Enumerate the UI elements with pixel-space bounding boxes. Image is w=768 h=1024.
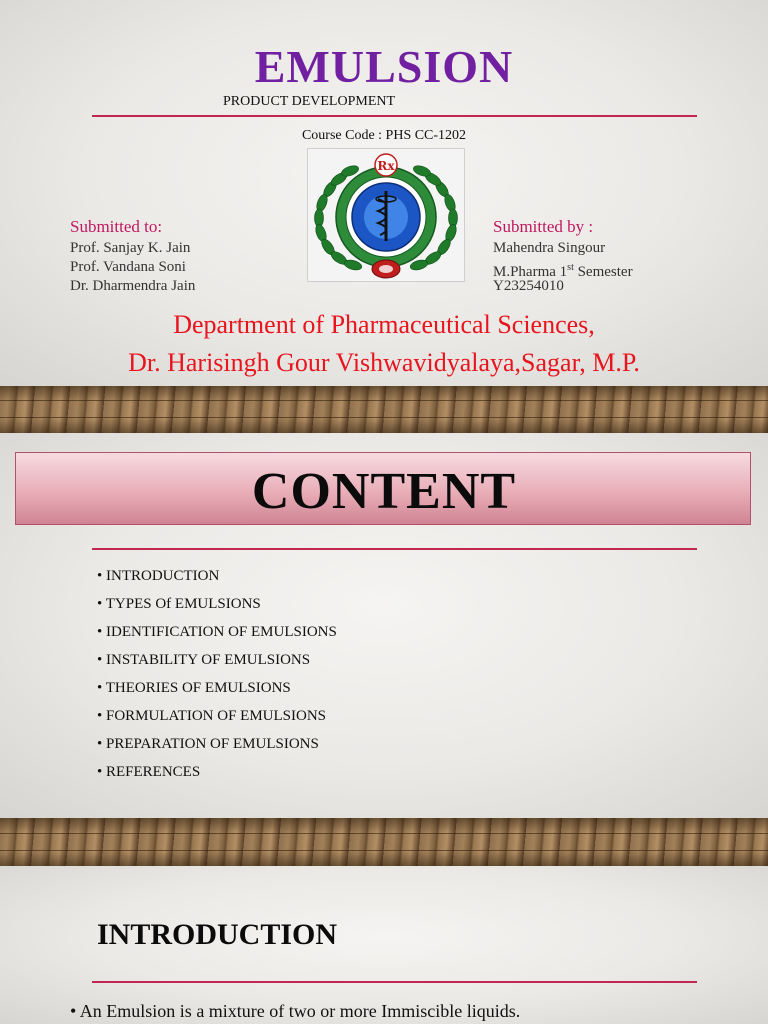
wood-floor-divider	[0, 818, 768, 866]
title-divider	[92, 115, 697, 117]
list-item: • INSTABILITY OF EMULSIONS	[97, 652, 311, 668]
rx-symbol: Rx	[377, 159, 395, 173]
course-code: Course Code : PHS CC-1202	[301, 128, 467, 143]
list-item: • INTRODUCTION	[97, 568, 220, 584]
list-item: • PREPARATION OF EMULSIONS	[97, 736, 319, 752]
content-divider	[92, 548, 697, 550]
student-name: Mahendra Singour	[493, 240, 606, 256]
submitted-by-heading: Submitted by :	[493, 217, 594, 236]
slide-title-heading: EMULSION	[254, 41, 514, 92]
department-line-2: Dr. Harisingh Gour Vishwavidyalaya,Sagar, M.P.	[128, 348, 640, 377]
introduction-bullet: • An Emulsion is a mixture of two or more Immiscible liquids.	[70, 1001, 521, 1021]
wood-floor-divider	[0, 386, 768, 433]
laurel-emblem-icon	[308, 149, 464, 281]
department-line-1: Department of Pharmaceutical Sciences,	[173, 310, 595, 339]
program-prefix: M.Pharma 1	[493, 264, 568, 280]
slide-title	[0, 0, 768, 386]
slide-subtitle: PRODUCT DEVELOPMENT	[223, 94, 396, 109]
submitted-to-person: Prof. Vandana Soni	[70, 259, 186, 275]
submitted-to-heading: Submitted to:	[70, 217, 163, 236]
content-list	[97, 566, 337, 790]
list-item: • REFERENCES	[97, 764, 201, 780]
student-id: Y23254010	[493, 278, 564, 294]
content-heading: CONTENT	[251, 463, 517, 520]
university-logo	[307, 148, 465, 282]
list-item: • FORMULATION OF EMULSIONS	[97, 708, 327, 724]
introduction-heading: INTRODUCTION	[97, 918, 338, 951]
list-item: • TYPES Of EMULSIONS	[97, 596, 261, 612]
submitted-to-person: Prof. Sanjay K. Jain	[70, 240, 191, 256]
program-suffix: Semester	[573, 264, 633, 280]
list-item: • IDENTIFICATION OF EMULSIONS	[97, 624, 337, 640]
submitted-to-person: Dr. Dharmendra Jain	[70, 278, 196, 294]
list-item: • THEORIES OF EMULSIONS	[97, 680, 291, 696]
program-sup: st	[567, 262, 574, 273]
introduction-divider	[92, 981, 697, 983]
